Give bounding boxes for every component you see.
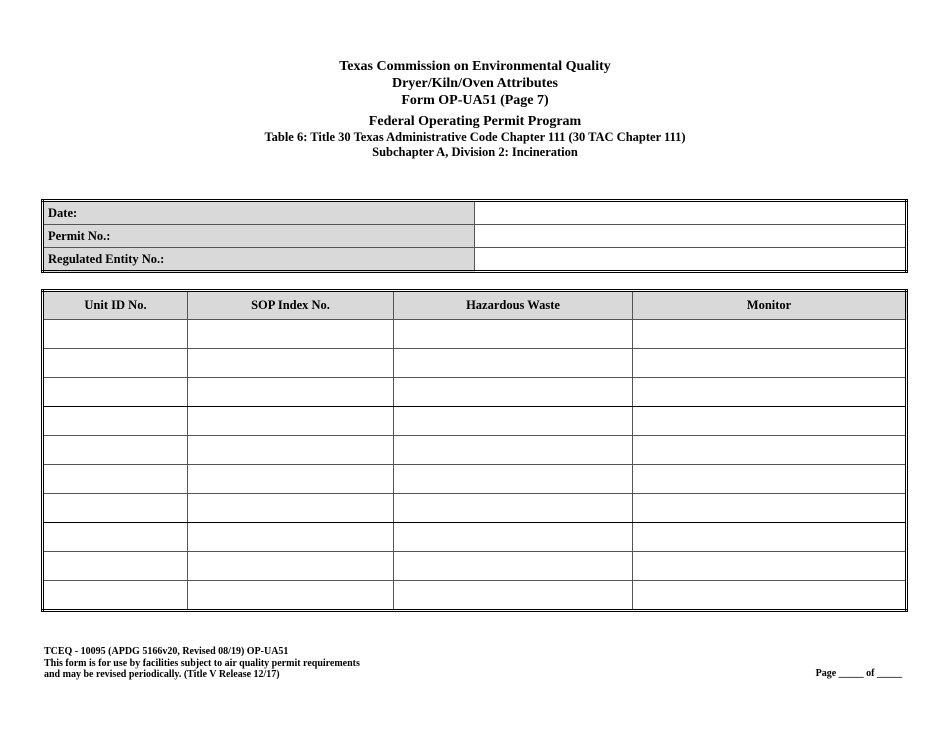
table-cell[interactable] — [43, 378, 188, 407]
table-cell[interactable] — [633, 436, 907, 465]
table-cell[interactable] — [43, 523, 188, 552]
table-cell[interactable] — [188, 494, 394, 523]
table-cell[interactable] — [188, 349, 394, 378]
table-row — [43, 465, 907, 494]
form-number: Form OP-UA51 (Page 7) — [401, 93, 549, 108]
form-header — [0, 58, 950, 160]
table-row — [43, 407, 907, 436]
table-cell[interactable] — [633, 320, 907, 349]
table-header-row — [43, 291, 907, 320]
form-subject: Dryer/Kiln/Oven Attributes — [391, 76, 559, 91]
subchapter-title: Subchapter A, Division 2: Incineration — [372, 145, 578, 159]
table-cell[interactable] — [188, 378, 394, 407]
permit-number-field[interactable] — [475, 225, 907, 248]
table-cell[interactable] — [633, 378, 907, 407]
permit-number-label: Permit No.: — [43, 225, 475, 248]
table-cell[interactable] — [188, 436, 394, 465]
form-footer — [44, 646, 360, 681]
regulated-entity-label: Regulated Entity No.: — [43, 248, 475, 272]
identification-table — [41, 199, 908, 273]
form-usage-note: This form is for use by facilities subject to air quality permit requirements — [44, 657, 360, 669]
regulated-entity-field[interactable] — [475, 248, 907, 272]
form-release-note: and may be revised periodically. (Title V Release 12/17) — [44, 669, 280, 680]
program-title: Federal Operating Permit Program — [368, 114, 582, 129]
table-cell[interactable] — [43, 552, 188, 581]
table-cell[interactable] — [43, 407, 188, 436]
table-cell[interactable] — [394, 523, 633, 552]
form-revision: TCEQ - 10095 (APDG 5166v20, Revised 08/19) OP-UA51 — [44, 646, 289, 657]
table-cell[interactable] — [394, 436, 633, 465]
table-row — [43, 523, 907, 552]
table-cell[interactable] — [394, 552, 633, 581]
page-number: Page _____ of _____ — [815, 668, 902, 679]
table-cell[interactable] — [633, 581, 907, 611]
table-cell[interactable] — [633, 349, 907, 378]
table-row — [43, 494, 907, 523]
attributes-table — [41, 289, 908, 612]
table-cell[interactable] — [188, 581, 394, 611]
table-cell[interactable] — [188, 320, 394, 349]
table-cell[interactable] — [394, 465, 633, 494]
table-cell[interactable] — [188, 407, 394, 436]
table-cell[interactable] — [43, 581, 188, 611]
column-header-sop-index: SOP Index No. — [188, 291, 394, 320]
date-field[interactable] — [475, 201, 907, 225]
table-cell[interactable] — [43, 436, 188, 465]
table-row — [43, 436, 907, 465]
table-cell[interactable] — [394, 349, 633, 378]
table-cell[interactable] — [394, 378, 633, 407]
table-cell[interactable] — [43, 494, 188, 523]
table-cell[interactable] — [633, 494, 907, 523]
table-row — [43, 552, 907, 581]
table-cell[interactable] — [188, 465, 394, 494]
table-cell[interactable] — [633, 407, 907, 436]
table-cell[interactable] — [394, 320, 633, 349]
table-row — [43, 581, 907, 611]
table-cell[interactable] — [394, 407, 633, 436]
table-row — [43, 320, 907, 349]
agency-title: Texas Commission on Environmental Quality — [339, 59, 611, 74]
table-cell[interactable] — [43, 349, 188, 378]
table-cell[interactable] — [188, 523, 394, 552]
date-label: Date: — [43, 201, 475, 225]
table-cell[interactable] — [394, 581, 633, 611]
table-cell[interactable] — [43, 320, 188, 349]
table-cell[interactable] — [43, 465, 188, 494]
column-header-monitor: Monitor — [633, 291, 907, 320]
table-cell[interactable] — [394, 494, 633, 523]
table-cell[interactable] — [188, 552, 394, 581]
table-cell[interactable] — [633, 465, 907, 494]
table-cell[interactable] — [633, 552, 907, 581]
column-header-unit-id: Unit ID No. — [43, 291, 188, 320]
table-title: Table 6: Title 30 Texas Administrative Code Chapter 111 (30 TAC Chapter 111) — [264, 130, 686, 144]
table-row — [43, 378, 907, 407]
table-cell[interactable] — [633, 523, 907, 552]
column-header-hazardous-waste: Hazardous Waste — [394, 291, 633, 320]
table-row — [43, 349, 907, 378]
